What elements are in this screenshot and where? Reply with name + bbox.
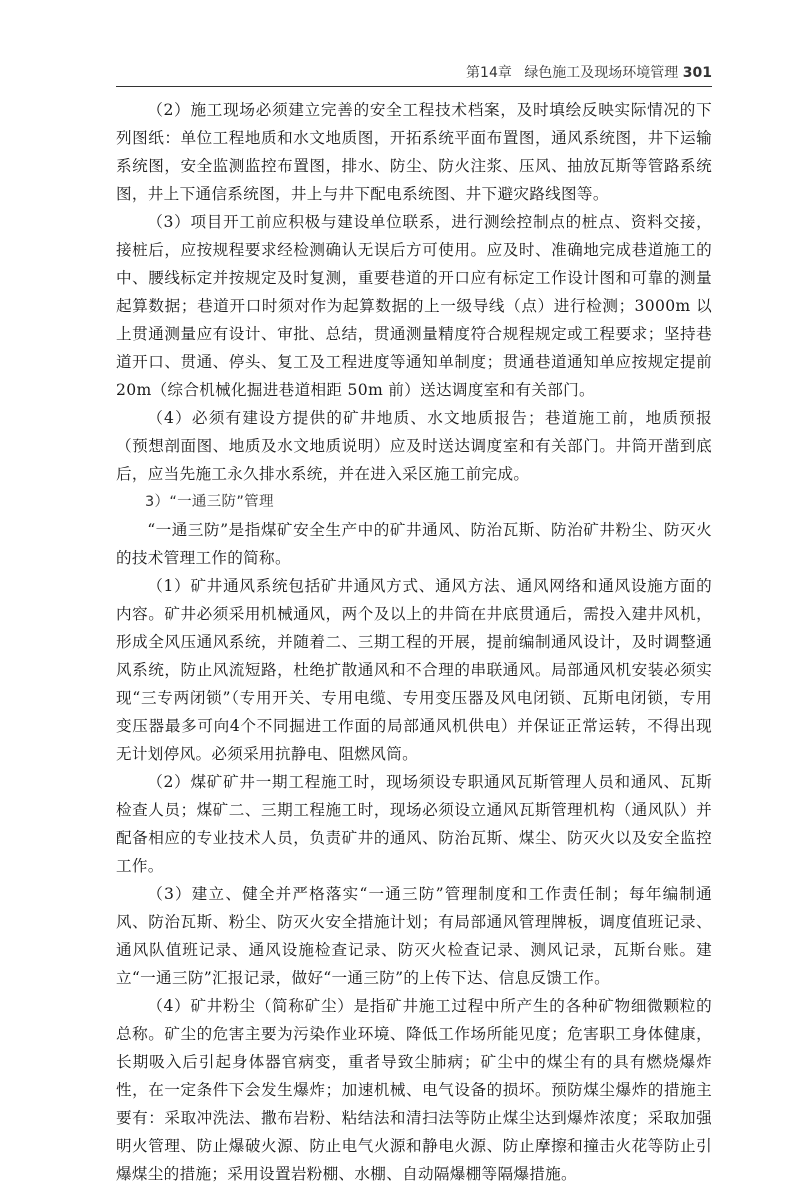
paragraph-geology: （4）必须有建设方提供的矿井地质、水文地质报告；巷道施工前，地质预报（预想剖面图、地质及水文地质说明）应及时送达调度室和有关部门。井筒开凿到底后，应当先施工永久排水系统，并在进入采区施工前完成。 bbox=[116, 409, 712, 483]
paragraph-staffing: （2）煤矿矿井一期工程施工时，现场须设专职通风瓦斯管理人员和通风、瓦斯检查人员；煤矿二、三期工程施工时，现场必须设立通风瓦斯管理机构（通风队）并配备相应的专业技术人员，负责矿井的通风、防治瓦斯、煤尘、防灭火以及安全监控工作。 bbox=[116, 773, 712, 875]
paragraph-management: （3）建立、健全并严格落实“一通三防”管理制度和工作责任制；每年编制通风、防治瓦斯、粉尘、防灭火安全措施计划；有局部通风管理牌板，调度值班记录、通风队值班记录、通风设施检查记录、防灭火检查记录、测风记录，瓦斯台账。建立“一通三防”汇报记录，做好“一通三防”的上传下达、信息反馈工作。 bbox=[116, 885, 712, 987]
running-header bbox=[466, 62, 712, 82]
body-text bbox=[116, 96, 712, 1188]
page-number: 301 bbox=[682, 65, 712, 81]
page-header bbox=[116, 56, 712, 87]
chapter-title: 绿色施工及现场环境管理 bbox=[524, 65, 679, 81]
paragraph-ventilation: （1）矿井通风系统包括矿井通风方式、通风方法、通风网络和通风设施方面的内容。矿井必须采用机械通风，两个及以上的井筒在井底贯通后，需投入建井风机，形成全风压通风系统，并随着二、三期工程的开展，提前编制通风设计，及时调整通风系统，防止风流短路，杜绝扩散通风和不合理的串联通风。局部通风机安装必须实现“三专两闭锁”（专用开关、专用电缆、专用变压器及风电闭锁、瓦斯电闭锁，专用变压器最多可向4个不同掘进工作面的局部通风机供电）并保证正常运转，不得出现无计划停风。必须采用抗静电、阻燃风筒。 bbox=[116, 577, 712, 763]
section-subheading: 3）“一通三防”管理 bbox=[145, 494, 274, 510]
chapter-label: 第14章 bbox=[466, 65, 512, 81]
paragraph-dust: （4）矿井粉尘（简称矿尘）是指矿井施工过程中所产生的各种矿物细微颗粒的总称。矿尘的危害主要为污染作业环境、降低工作场所能见度；危害职工身体健康，长期吸入后引起身体器官病变，重者导致尘肺病；矿尘中的煤尘有的具有燃烧爆炸性，在一定条件下会发生爆炸；加速机械、电气设备的损坏。预防煤尘爆炸的措施主要有：采取冲洗法、撒布岩粉、粘结法和清扫法等防止煤尘达到爆炸浓度；采取加强明火管理、防止爆破火源、防止电气火源和静电火源、防止摩擦和撞击火花等防止引爆煤尘的措施；采用设置岩粉棚、水棚、自动隔爆棚等隔爆措施。 bbox=[116, 997, 712, 1183]
paragraph-blueprints: （2）施工现场必须建立完善的安全工程技术档案，及时填绘反映实际情况的下列图纸：单位工程地质和水文地质图，开拓系统平面布置图，通风系统图，井下运输系统图，安全监测监控布置图，排水、防尘、防火注浆、压风、抽放瓦斯等管路系统图，井上下通信系统图，井上与井下配电系统图、井下避灾路线图等。 bbox=[116, 101, 712, 203]
paragraph-surveying: （3）项目开工前应积极与建设单位联系，进行测绘控制点的桩点、资料交接，接桩后，应按规程要求经检测确认无误后方可使用。应及时、准确地完成巷道施工的中、腰线标定并按规定及时复测，重要巷道的开口应有标定工作设计图和可靠的测量起算数据；巷道开口时须对作为起算数据的上一级导线（点）进行检测；3000m 以上贯通测量应有设计、审批、总结，贯通测量精度符合规程规定或工程要求；坚持巷道开口、贯通、停头、复工及工程进度等通知单制度；贯通巷道通知单应按规定提前 20m（综合机械化掘进巷道相距 50m 前）送达调度室和有关部门。 bbox=[116, 213, 712, 399]
paragraph-intro: “一通三防”是指煤矿安全生产中的矿井通风、防治瓦斯、防治矿井粉尘、防灭火的技术管理工作的简称。 bbox=[116, 521, 712, 567]
